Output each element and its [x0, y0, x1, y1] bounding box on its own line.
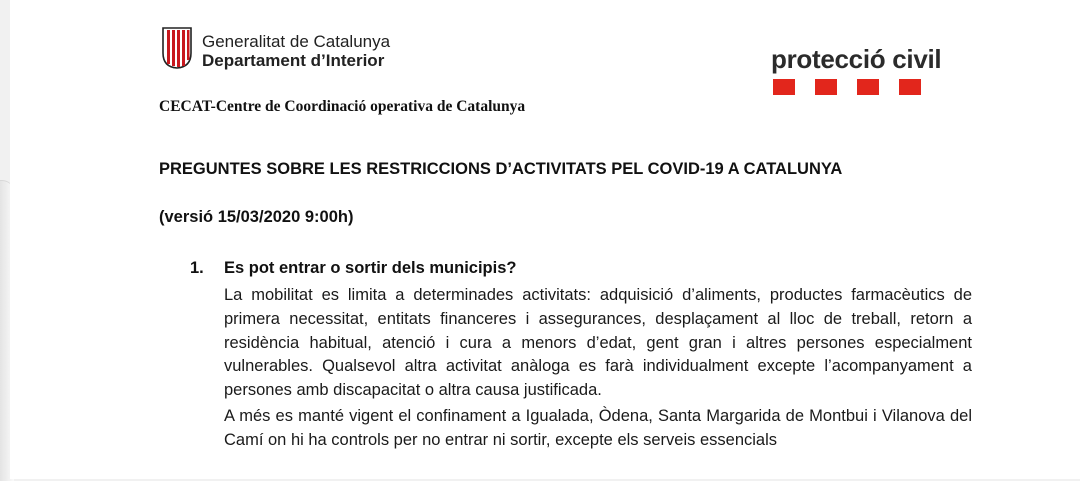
document-version: (versió 15/03/2020 9:00h): [159, 208, 354, 226]
proteccio-civil-title: protecció civil: [771, 44, 942, 74]
red-square: [815, 79, 837, 95]
department-name: Departament d’Interior: [202, 51, 385, 70]
generalitat-name: Generalitat de Catalunya: [202, 32, 391, 51]
question-answer: [224, 284, 972, 453]
document-title: PREGUNTES SOBRE LES RESTRICCIONS D’ACTIVITATS PEL COVID-19 A CATALUNYA: [159, 160, 843, 178]
red-square: [773, 79, 795, 95]
answer-paragraph-2: A més es manté vigent el confinament a Igualada, Òdena, Santa Margarida de Montbui i Vilanova del Camí on hi ha controls per no entrar ni sortir, excepte els serveis essencials: [224, 406, 972, 449]
red-square: [857, 79, 879, 95]
proteccio-civil-squares: [773, 79, 921, 95]
red-square: [899, 79, 921, 95]
generalitat-text: [202, 32, 390, 70]
question-number: 1.: [190, 259, 204, 277]
cecat-heading: CECAT-Centre de Coordinació operativa de Catalunya: [159, 98, 526, 115]
generalitat-logo-icon: [162, 27, 192, 69]
question-title: Es pot entrar o sortir dels municipis?: [224, 259, 517, 277]
answer-paragraph-1: La mobilitat es limita a determinades activitats: adquisició d’aliments, productes farmacèutics de primera necessitat, entitats financeres i assegurances, desplaçament al lloc de treball, retorn a residència habitual, atenció i cura a menors d’edat, gent gran i altres persones especialment vulnerables. Qualsevol altra activitat anàloga es farà individualment excepte l’acompanyament a persones amb discapacitat o altra causa justificada.: [224, 286, 972, 400]
